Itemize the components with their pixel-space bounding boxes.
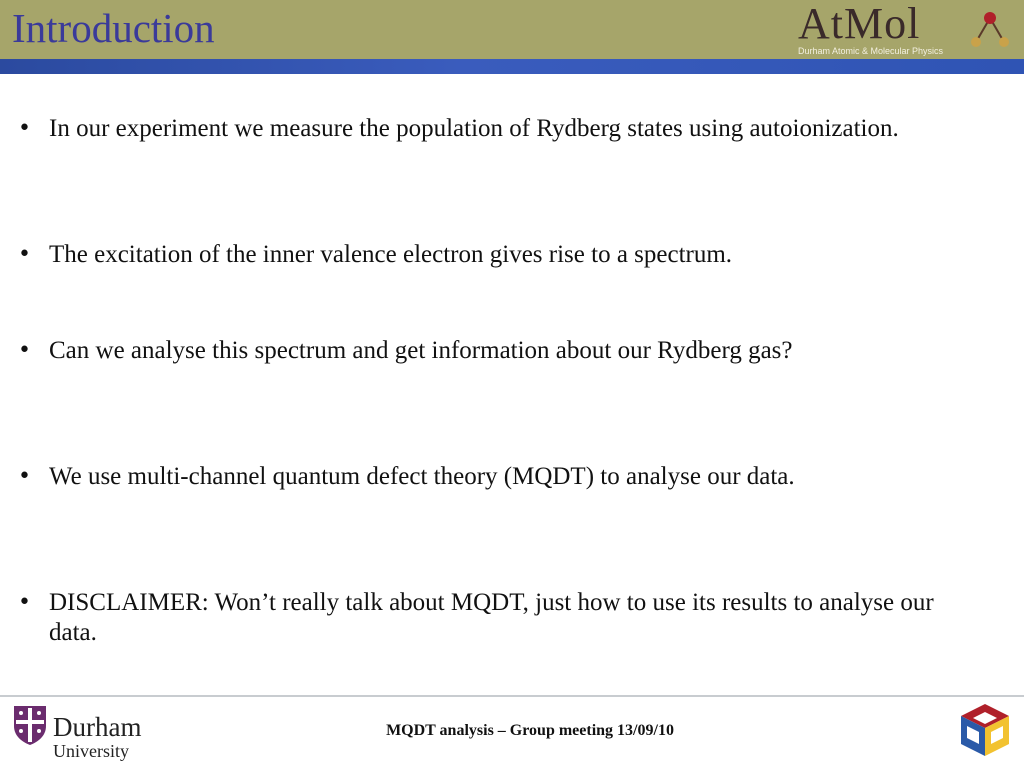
bullet-marker: •: [18, 116, 31, 141]
bullet-text: DISCLAIMER: Won’t really talk about MQDT, just how to use its results to analyse our data.: [49, 589, 934, 646]
bullet-item: [18, 588, 968, 648]
durham-university-label: University: [53, 741, 129, 761]
bullet-item: [18, 462, 968, 492]
bullet-item: [18, 114, 968, 144]
bullet-marker: •: [18, 590, 31, 615]
cube-logo-icon: [955, 700, 1015, 760]
bullet-text: The excitation of the inner valence electron gives rise to a spectrum.: [49, 241, 733, 268]
bullet-marker: •: [18, 464, 31, 489]
bullet-item: [18, 240, 968, 270]
bullet-marker: •: [18, 242, 31, 267]
bullet-text: In our experiment we measure the population of Rydberg states using autoionization.: [49, 115, 899, 142]
footer-caption: MQDT analysis – Group meeting 13/09/10: [386, 722, 674, 739]
atmol-wordmark: AtMol: [798, 0, 921, 48]
slide-title: Introduction: [12, 5, 215, 51]
durham-name: Durham: [53, 712, 142, 742]
footer-divider: [0, 695, 1024, 697]
bullet-item: [18, 336, 968, 366]
bullet-text: We use multi-channel quantum defect theory (MQDT) to analyse our data.: [49, 463, 795, 490]
bullet-marker: •: [18, 338, 31, 363]
bullet-text: Can we analyse this spectrum and get information about our Rydberg gas?: [49, 337, 793, 364]
atmol-subtitle: Durham Atomic & Molecular Physics: [798, 46, 944, 56]
